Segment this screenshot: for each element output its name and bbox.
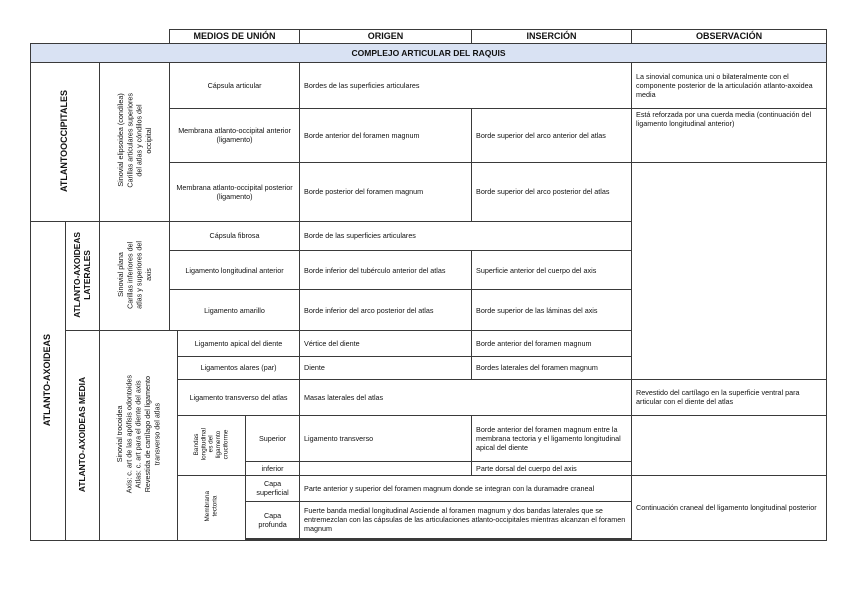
medio-cell: Membrana atlanto-occipital anterior (ligamento) bbox=[170, 108, 300, 162]
origen-cell: Diente bbox=[300, 356, 472, 379]
joint-type-line: Sinovial trocoidea bbox=[115, 405, 125, 463]
group-atlantooccipitales bbox=[31, 62, 100, 221]
insercion-cell: Parte dorsal del cuerpo del axis bbox=[472, 462, 632, 475]
insercion-cell: Borde anterior del foramen magnum entre la membrana tectoria y el ligamento longitudinal apical del diente bbox=[472, 415, 632, 462]
medio-cell: Ligamentos alares (par) bbox=[178, 356, 300, 379]
subgroup-media bbox=[66, 330, 100, 540]
capa-profunda-text: Fuerte banda medial longitudinal Asciende al foramen magnum y dos bandas laterales que se entremezclan con las cápsulas de las articulaciones atlanto-occipitales mientras alcanzan el foramen magnum bbox=[300, 501, 632, 538]
bandas-line: longitudinal bbox=[200, 427, 208, 461]
insercion-cell: Borde anterior del foramen magnum bbox=[472, 330, 632, 356]
capa-profunda: Capa profunda bbox=[246, 501, 300, 538]
medio-cell: Ligamento amarillo bbox=[170, 290, 300, 330]
medio-cell: Cápsula fibrosa bbox=[170, 221, 300, 250]
subgroup-label: ATLANTO-AXOIDEAS MEDIA bbox=[77, 376, 88, 492]
joint-type-line: occipital bbox=[143, 127, 153, 154]
joint-type-line: transverso del atlas bbox=[152, 403, 162, 466]
bandas-line: es del bbox=[207, 435, 215, 453]
section-band-row bbox=[31, 44, 827, 63]
obs-cell-empty bbox=[632, 415, 827, 475]
origen-cell: Ligamento transverso bbox=[300, 415, 472, 462]
membrana-tectoria bbox=[178, 475, 246, 540]
bandas-line: cruciforme bbox=[222, 429, 230, 459]
insercion-cell: Superficie anterior del cuerpo del axis bbox=[472, 251, 632, 290]
joint-type-ao bbox=[100, 62, 170, 221]
header-observacion: OBSERVACIÓN bbox=[632, 30, 827, 44]
bandas-line: Bandas bbox=[193, 433, 201, 455]
header-insercion: INSERCIÓN bbox=[472, 30, 632, 44]
origen-cell: Borde inferior del arco posterior del atlas bbox=[300, 290, 472, 330]
joint-type-line: Sinovial elipsoidea (condílea) bbox=[115, 94, 125, 188]
section-band: COMPLEJO ARTICULAR DEL RAQUIS bbox=[31, 44, 827, 63]
joint-type-lat bbox=[100, 221, 170, 330]
bandas-superior: Superior bbox=[246, 415, 300, 462]
obs-cell: Continuación craneal del ligamento longitudinal posterior bbox=[632, 475, 827, 540]
joint-type-line: Carillas inferiores del bbox=[125, 241, 135, 309]
capa-superficial: Capa superficial bbox=[246, 475, 300, 501]
joint-type-line: atlas y superiores del bbox=[134, 240, 144, 309]
bandas-inferior: inferior bbox=[246, 462, 300, 475]
joint-type-line: Revestida de cartílago del ligamento bbox=[143, 376, 153, 493]
origen-cell: Borde anterior del foramen magnum bbox=[300, 108, 472, 162]
group-atlanto-axoideas bbox=[31, 221, 66, 540]
header-blank bbox=[31, 30, 170, 44]
group-label: ATLANTO-AXOIDEAS bbox=[42, 333, 53, 426]
insercion-cell: Borde superior de las láminas del axis bbox=[472, 290, 632, 330]
subgroup-label-line: LATERALES bbox=[82, 249, 93, 300]
group-label: ATLANTOOCCIPITALES bbox=[59, 89, 70, 192]
obs-cell: Revestido del cartílago en la superficie ventral para articular con el diente del atlas bbox=[632, 379, 827, 415]
joint-type-line: Atlas: c. art para el diente del axis bbox=[133, 380, 143, 489]
membrana-line: tectoria bbox=[211, 496, 219, 518]
subgroup-laterales bbox=[66, 221, 100, 330]
membrana-line: Membrana bbox=[204, 491, 212, 523]
origen-cell: Bordes de las superficies articulares bbox=[300, 62, 632, 108]
obs-cell: Está reforzada por una cuerda media (continuación del ligamento longitudinal anterior) bbox=[632, 108, 827, 162]
joint-type-line: axis bbox=[143, 268, 153, 282]
table-row bbox=[31, 62, 827, 108]
header-row bbox=[31, 30, 827, 44]
insercion-cell: Bordes laterales del foramen magnum bbox=[472, 356, 632, 379]
subgroup-label-line: ATLANTO-AXOIDEAS bbox=[72, 231, 83, 318]
insercion-cell: Borde superior del arco posterior del atlas bbox=[472, 162, 632, 221]
header-origen: ORIGEN bbox=[300, 30, 472, 44]
obs-cell: La sinovial comunica uni o bilateralmente con el componente posterior de la articulación atlanto-axoidea media bbox=[632, 62, 827, 108]
joint-type-line: del atlas y cóndilos del bbox=[134, 104, 144, 177]
joint-type-line: Axis: c. art de las apófisis odontoides bbox=[124, 375, 134, 494]
medio-cell: Membrana atlanto-occipital posterior (ligamento) bbox=[170, 162, 300, 221]
obs-cell-empty bbox=[632, 162, 827, 379]
medio-cell: Ligamento transverso del atlas bbox=[178, 379, 300, 415]
capa-superficial-text: Parte anterior y superior del foramen magnum donde se integran con la duramadre craneal bbox=[300, 475, 632, 501]
bandas-line: ligamento bbox=[215, 430, 223, 458]
origen-cell: Borde inferior del tubérculo anterior del atlas bbox=[300, 251, 472, 290]
medio-cell: Cápsula articular bbox=[170, 62, 300, 108]
origen-cell: Borde de las superficies articulares bbox=[300, 221, 632, 250]
origen-cell: Borde posterior del foramen magnum bbox=[300, 162, 472, 221]
origen-cell: Vértice del diente bbox=[300, 330, 472, 356]
joint-type-line: Carillas articulares superiores bbox=[125, 93, 135, 189]
insercion-cell: Borde superior del arco anterior del atlas bbox=[472, 108, 632, 162]
medio-cell: Ligamento longitudinal anterior bbox=[170, 251, 300, 290]
joint-table bbox=[30, 29, 827, 541]
joint-type-med bbox=[100, 330, 178, 540]
origen-cell: Masas laterales del atlas bbox=[300, 379, 632, 415]
medio-cell: Ligamento apical del diente bbox=[178, 330, 300, 356]
joint-type-line: Sinovial plana bbox=[115, 252, 125, 298]
bandas-cruciforme bbox=[178, 415, 246, 475]
header-medios: MEDIOS DE UNIÓN bbox=[170, 30, 300, 44]
origen-cell-empty bbox=[300, 462, 472, 475]
